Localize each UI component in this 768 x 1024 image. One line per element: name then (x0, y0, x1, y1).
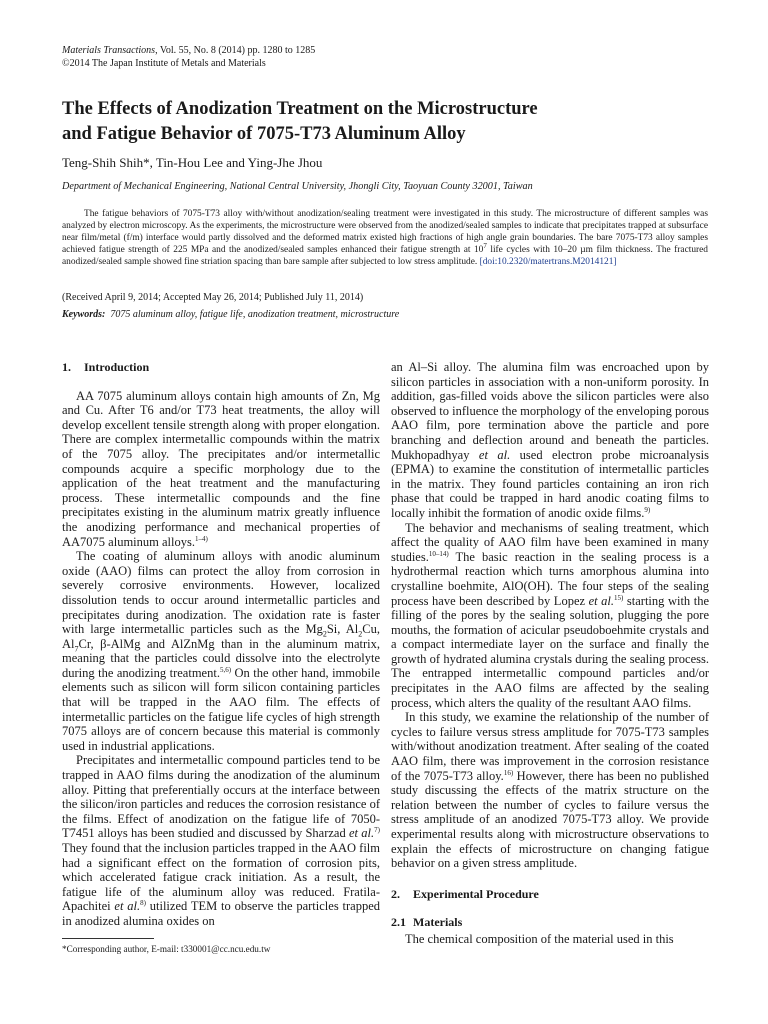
paragraph-text: On the other hand, immobile elements such as silicon will form silicon containing particles that will be trapped in the AAO film. The effects of intermetallic particles on the fatigue life cycles of high strength 7075 alloys are of concern because this material is commonly used in industrial applications. (62, 665, 380, 753)
right-column (391, 360, 709, 947)
journal-name: Materials Transactions (62, 45, 156, 56)
journal-header (62, 44, 315, 70)
footnote-divider (62, 938, 154, 939)
title-line-1: The Effects of Anodization Treatment on the Microstructure (62, 99, 538, 119)
subsection-number: 2.1 (391, 915, 406, 930)
subscript: 2 (322, 629, 327, 639)
citation-ref[interactable]: 5,6) (219, 665, 232, 674)
section-heading-experimental (391, 887, 709, 902)
abstract-text-b: life cycles with 10–20 µm film thickness. The fractured anodized/sealed sample showed fine striation spacing than bare sample after subjected to low stress amplitude. (62, 245, 708, 267)
paragraph-text: Cu, Al (62, 622, 380, 651)
paragraph-text: used electron probe microanalysis (EPMA) to examine the constitution of intermetallic particles in the matrix. They found particles containing an iron rich phase that could be trapped in hard anodic coating films to locally inhibit the formation of anodic oxide films. (391, 447, 710, 520)
paragraph-text: The behavior and mechanisms of sealing treatment, which affect the quality of AAO film have been examined in many studies. (391, 520, 709, 564)
intro-paragraph-2 (62, 549, 380, 753)
citation-ref[interactable]: 16) (503, 768, 514, 777)
keywords-line (62, 309, 399, 320)
affiliation: Department of Mechanical Engineering, National Central University, Jhongli City, Taoyuan County 32001, Taiwan (62, 181, 533, 192)
intro-paragraph-3 (62, 753, 380, 928)
et-al: et al. (478, 447, 511, 462)
citation-ref[interactable]: 10–14) (428, 549, 449, 558)
author-list: Teng-Shih Shih*, Tin-Hou Lee and Ying-Jhe Jhou (62, 155, 323, 170)
doi-link[interactable]: [doi:10.2320/matertrans.M2014121] (479, 257, 617, 267)
et-al: et al. (114, 899, 141, 914)
paragraph-text: However, there has been no published study discussing the effects of the matrix structure on the relation between the number of cycles to failure versus the stress amplitude of an anodized 7075-T73 alloy. We provide experimental results along with microstructure observations to explain the effects of microstructure on changing fatigue behavior on a given stress amplitude. (391, 768, 709, 871)
subscript: 7 (74, 644, 79, 654)
paragraph-text: Cr, β-AlMg and AlZnMg than in the aluminum matrix, meaning that the particles could dissolve into the electrolyte during the anodizing treatment. (62, 636, 380, 680)
received-dates: (Received April 9, 2014; Accepted May 26, 2014; Published July 11, 2014) (62, 292, 364, 303)
paragraph-text: an Al–Si alloy. The alumina film was encroached upon by silicon particles in association with a non-uniform porosity. In addition, gas-filled voids above the silicon particles were also observed to influence the morphology of the enveloping porous AAO film, pore termination above the particle and pore branching and deflection around and beneath the particles. Mukhopadhyay (391, 360, 709, 462)
et-al: et al. (349, 826, 375, 841)
corresponding-author-footnote: *Corresponding author, E-mail: t330001@cc.ncu.edu.tw (62, 944, 271, 954)
citation-ref[interactable]: 8) (140, 899, 146, 908)
intro-paragraph-1 (62, 389, 380, 550)
section-number: 2. (391, 886, 400, 901)
subscript: 2 (358, 629, 363, 639)
intro-continued-paragraph (391, 360, 709, 521)
abstract (62, 208, 708, 268)
section-title: Introduction (84, 360, 150, 374)
citation-ref[interactable]: 7) (374, 826, 380, 835)
title-line-2: and Fatigue Behavior of 7075-T73 Aluminum Alloy (62, 124, 466, 144)
copyright-line: ©2014 The Japan Institute of Metals and Materials (62, 58, 266, 69)
citation-ref[interactable]: 1–4) (194, 534, 208, 543)
citation-ref[interactable]: 9) (644, 505, 651, 514)
paragraph-text: starting with the filling of the pores by the sealing solution, plugging the pore mouths, the formation of acicular pseudoboehmite crystals and a compact intermediate layer on the surface and finally the growth of hydrated alumina crystals during the sealing process. The entrapped intermetallic compound particles and/or precipitates in the AAO films are affected by the sealing process, which alters the quality of the resultant AAO films. (391, 593, 709, 710)
paragraph-text: In this study, we examine the relationship of the number of cycles to failure versus stress amplitude for 7075-T73 samples with/without anodization treatment. After sealing of the coated AAO film, there was improvement in the corrosion resistance of the 7075-T73 alloy. (391, 710, 709, 783)
study-aim-paragraph (391, 710, 709, 871)
citation-ref[interactable]: 15) (614, 593, 624, 602)
journal-volume: , Vol. 55, No. 8 (2014) pp. 1280 to 1285 (155, 45, 316, 56)
materials-paragraph: The chemical composition of the material used in this (405, 931, 674, 946)
paragraph-text: The coating of aluminum alloys with anodic aluminum oxide (AAO) films can protect the alloy from corrosion in severely corrosive environments. However, localized dissolution tends to occur around intermetallic particles and precipitates during anodization. The oxidation rate is faster with large intermetallic particles such as the Mg (62, 549, 380, 637)
left-column (62, 360, 380, 929)
sealing-paragraph (391, 521, 709, 711)
paragraph-text: The basic reaction in the sealing process is a hydrothermal reaction which turns amorphous alumina into crystalline boehmite, AlO(OH). The four steps of the sealing process have been described by Lopez (391, 549, 709, 608)
keywords-list: 7075 aluminum alloy, fatigue life, anodization treatment, microstructure (110, 309, 400, 320)
paragraph-text: utilized TEM to observe the particles trapped in anodized alumina oxides on (62, 899, 380, 928)
et-al: et al. (588, 593, 615, 608)
section-title: Experimental Procedure (413, 886, 539, 901)
paragraph-text: Si, Al (326, 622, 359, 637)
subsection-title: Materials (413, 915, 463, 930)
subsection-heading-materials (391, 915, 709, 930)
section-heading-introduction (62, 360, 380, 375)
paper-title (62, 97, 712, 147)
abstract-text-a: The fatigue behaviors of 7075-T73 alloy with/without anodization/sealing treatment were investigated in this study. The microstructure of different samples was analyzed by electron microscopy. As the experiments, the microstructure were observed from the anodized/sealed samples to indicate that precipitates trapped at subsurface near film/metal (f/m) interface would partly dissolved and the deformed matrix existed high fractions of high angle grain boundaries. The bare 7075-T73 alloy samples achieved fatigue strength of 225 MPa and the anodized/sealed samples enhanced their fatigue strength at 10 (62, 209, 708, 255)
keywords-label: Keywords: (62, 309, 106, 320)
abstract-exponent: 7 (483, 241, 487, 250)
paragraph-text: Precipitates and intermetallic compound particles tend to be trapped in AAO films during the anodization of the aluminum alloy. Pitting that preferentially occurs at the interface between the silicon/iron particles and reduces the corrosion resistance of the films. Effect of anodization on the fatigue life of 7050-T7451 alloys has been studied and discussed by Sharzad (62, 753, 380, 841)
journal-citation (62, 44, 315, 57)
section-number: 1. (62, 360, 71, 374)
paragraph-text: AA 7075 aluminum alloys contain high amounts of Zn, Mg and Cu. After T6 and/or T73 heat treatments, the alloy will develop excellent tensile strength along with proper elongation. There are complex intermetallic compounds within the matrix of the 7075 alloy. The precipitates and/or intermetallic compounds acquire a specific morphology due to the application of the heat treatment and the manufacturing process. These intermetallic compounds and the fine precipitates existing in the aluminum matrix greatly influence the anodizing performance and mechanical properties of AA7075 aluminum alloys. (62, 388, 380, 549)
paragraph-text: They found that the inclusion particles trapped in the AAO film had a significant effect on the formation of corrosion pits, which accelerated fatigue crack initiation. As a result, the fatigue life of the aluminum alloy was reduced. Fratila-Apachitei (62, 841, 380, 914)
